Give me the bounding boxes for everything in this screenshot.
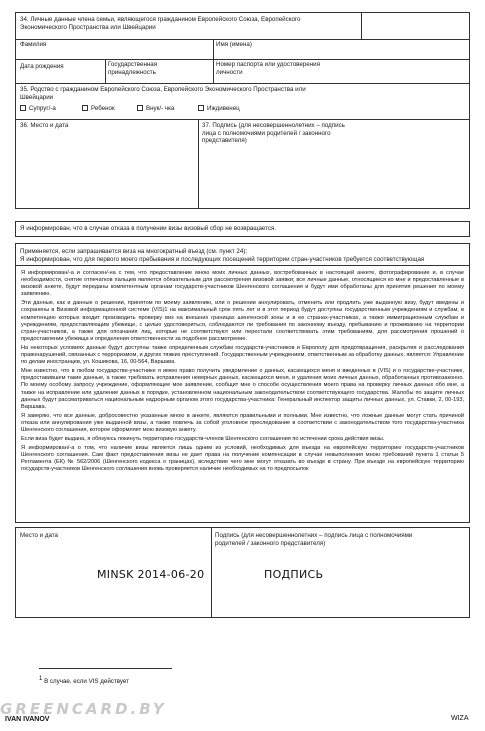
relation-option-child[interactable]: Ребенок xyxy=(82,105,115,113)
consent-paragraph: Мне известно, что в любом государстве-участнике я имею право получить уведомление о данных, касающихся меня и введенных в (VIS) и о государстве-участнике, предоставившем такие данные, а также требовать исправления неверных данных, касающихся меня, и удаления моих личных данных, обработанных противозаконно. По моему особому запросу учреждение, оформляющее мое заявление, сообщит мне о способе осуществления моего права на проверку личных данных обо мне, а также на исправление или удаление данных в порядке, установленном национальным законодательством соответствующего государства. Жалобы по защите личных данных будут рассматриваться национальным надзорным органом этого государства-участника: Генеральный инспектор защиты личных данных, ул. Ставки, 2, 00-193, Варшава. xyxy=(21,368,464,410)
place-date-value: MINSK 2014-06-20 xyxy=(97,568,205,581)
footnote-text: В случае, если VIS действует xyxy=(44,678,129,686)
divider xyxy=(16,59,469,60)
footer-right: WIZA xyxy=(451,715,469,722)
place-date-label: Место и дата xyxy=(20,532,58,539)
section-34-title: 34. Личные данные члена семьи, являющегося гражданином Европейского Союза, Европейского Экономического Пространства или Швейцарии xyxy=(20,16,301,31)
section-34-37-box xyxy=(15,12,470,209)
consent-paragraph: Если виза будет выдана, я обязуюсь покинуть территорию государств-членов Шенгенского соглашения по истечении срока действия визы. xyxy=(21,436,385,443)
nationality-label: Государственная принадлежность xyxy=(108,61,158,76)
divider xyxy=(213,59,214,83)
divider xyxy=(361,13,362,39)
surname-label: Фамилия xyxy=(20,41,47,48)
consent-paragraph: Я информирован/-а о том, что наличие визы является лишь одним из условий, необходимых для въезда на европейскую территорию государств-участников Шенгенского соглашения. Сам факт предоставления визы не дает права на получение компенсации в случае невыполнения мною требований пункта 1 статьи 5 Регламента (ЕК) № 562/2006 (Шенгенского кодекса о границах), вследствие чего мне могут отказать во въезде в страну. При въезде на европейскую территорию государств-участников Шенгенского соглашения вновь проверяется наличие необходимых на то предпосылок xyxy=(21,445,464,473)
relation-option-spouse[interactable]: Супруг/-а xyxy=(20,105,56,113)
footnote xyxy=(39,675,129,686)
divider xyxy=(198,119,199,208)
consent-paragraph: Я заверяю, что все данные, добросовестно указанные мною в анкете, являются правильными и полными. Мне известно, что ложные данные могут стать причиной отказа или аннулирования уже выданной визы, а также повлечь за собой уголовное преследование в соответствии с законодательством того государства-участника Шенгенского соглашения, которое оформляет мою визовую анкету. xyxy=(21,412,464,433)
footnote-rule xyxy=(39,668,172,669)
footer-left: IVAN IVANOV xyxy=(5,716,50,723)
relation-option-grandchild[interactable]: Внук/- чка xyxy=(137,105,174,113)
consent-box xyxy=(15,265,470,523)
checkbox[interactable] xyxy=(82,105,88,111)
signature-box xyxy=(15,527,470,618)
signature-label: Подпись (для несовершеннолетних – подпись лица с полномочиями родителей / законного представителя) xyxy=(215,532,413,547)
consent-paragraph: На некоторых условиях данные будут доступны также определенным службам государств-участников и Европолу для предотвращения, раскрытия и расследования правонарушений, связанных с терроризмом, и других тяжких преступлений. Государственным учреждением, ответственным за обработку данных, является: Управление по делам иностранцев, ул. Кошикова, 16, 00-564, Варшава. xyxy=(21,344,464,366)
checkbox[interactable] xyxy=(137,105,143,111)
divider xyxy=(105,59,106,83)
consent-paragraph: Я информирован/-а и согласен/-на с тем, что предоставление мною моих личных данных, востребованных в настоящей анкете, фотографирование и, в случае необходимости, снятие отпечатков пальцев является обязательным для рассмотрения визовой заявки; все личные данные, относящиеся ко мне и предоставленные в визовой анкете, будут переданы компетентным органам государств-участников Шенгенского соглашения и будут ими обработаны для принятия решения по моему заявлению. xyxy=(21,270,464,298)
dob-label: Дата рождения xyxy=(20,63,64,70)
multi-entry-line2: Я информирован, что для первого моего пребывания и последующих посещений территории стран-участников требуется соответствующая xyxy=(20,256,425,263)
multi-entry-line1: Применяется, если запрашивается виза на многократный въезд (см. пункт 24): xyxy=(20,248,248,255)
divider xyxy=(16,39,469,40)
checkbox[interactable] xyxy=(198,105,204,111)
signature-value: ПОДПИСЬ xyxy=(264,568,324,581)
watermark: GREENCARD.BY xyxy=(0,700,167,718)
passport-label: Номер паспорта или удостоверения личности xyxy=(216,61,320,76)
consent-paragraph: Эти данные, как и данные о решении, принятом по моему заявлению, или о решении аннулировать, отменить или продлить уже выданную визу, будут введены и сохранены в Визовой информационной системе (VIS)1 на максимальный срок пять лет и в этот период будут доступны государственным учреждениям и службам, в компетенцию которых входит производить проверку виз на внешних границах шенгенской зоны и в ее странах-участниках, а также иммиграционным службам и учреждениям, предоставляющим убежище, с целью удостовериться, соблюдаются ли требования по законному въезду, пребыванию и проживанию на территории стран-участников, а также для опознания лиц, которые не соответствуют или перестали соответствовать этим требованиям, для рассмотрения прошений о предоставлении убежища и определения ответственности за подобное рассмотрение. xyxy=(21,300,464,342)
place-date-label-36: 36. Место и дата xyxy=(20,122,69,129)
fee-notice-box xyxy=(15,221,470,237)
fee-notice-text: Я информирован, что в случае отказа в получении визы визовый сбор не возвращается. xyxy=(20,225,277,232)
names-label: Имя (имена) xyxy=(216,41,252,48)
divider xyxy=(211,528,212,617)
divider xyxy=(213,39,214,59)
divider xyxy=(16,119,469,120)
signature-label-37: 37. Подпись (для несовершеннолетних – подпись лица с полномочиями родителей / законного представителя) xyxy=(202,122,345,145)
section-35-title: 35. Родство с гражданином Европейского Союза, Европейского Экономического Пространства или Швейцарии xyxy=(20,86,306,101)
footnote-mark: 1 xyxy=(39,676,43,682)
divider xyxy=(16,83,469,84)
relation-option-dependent[interactable]: Иждивенец xyxy=(198,105,240,113)
checkbox[interactable] xyxy=(20,105,26,111)
